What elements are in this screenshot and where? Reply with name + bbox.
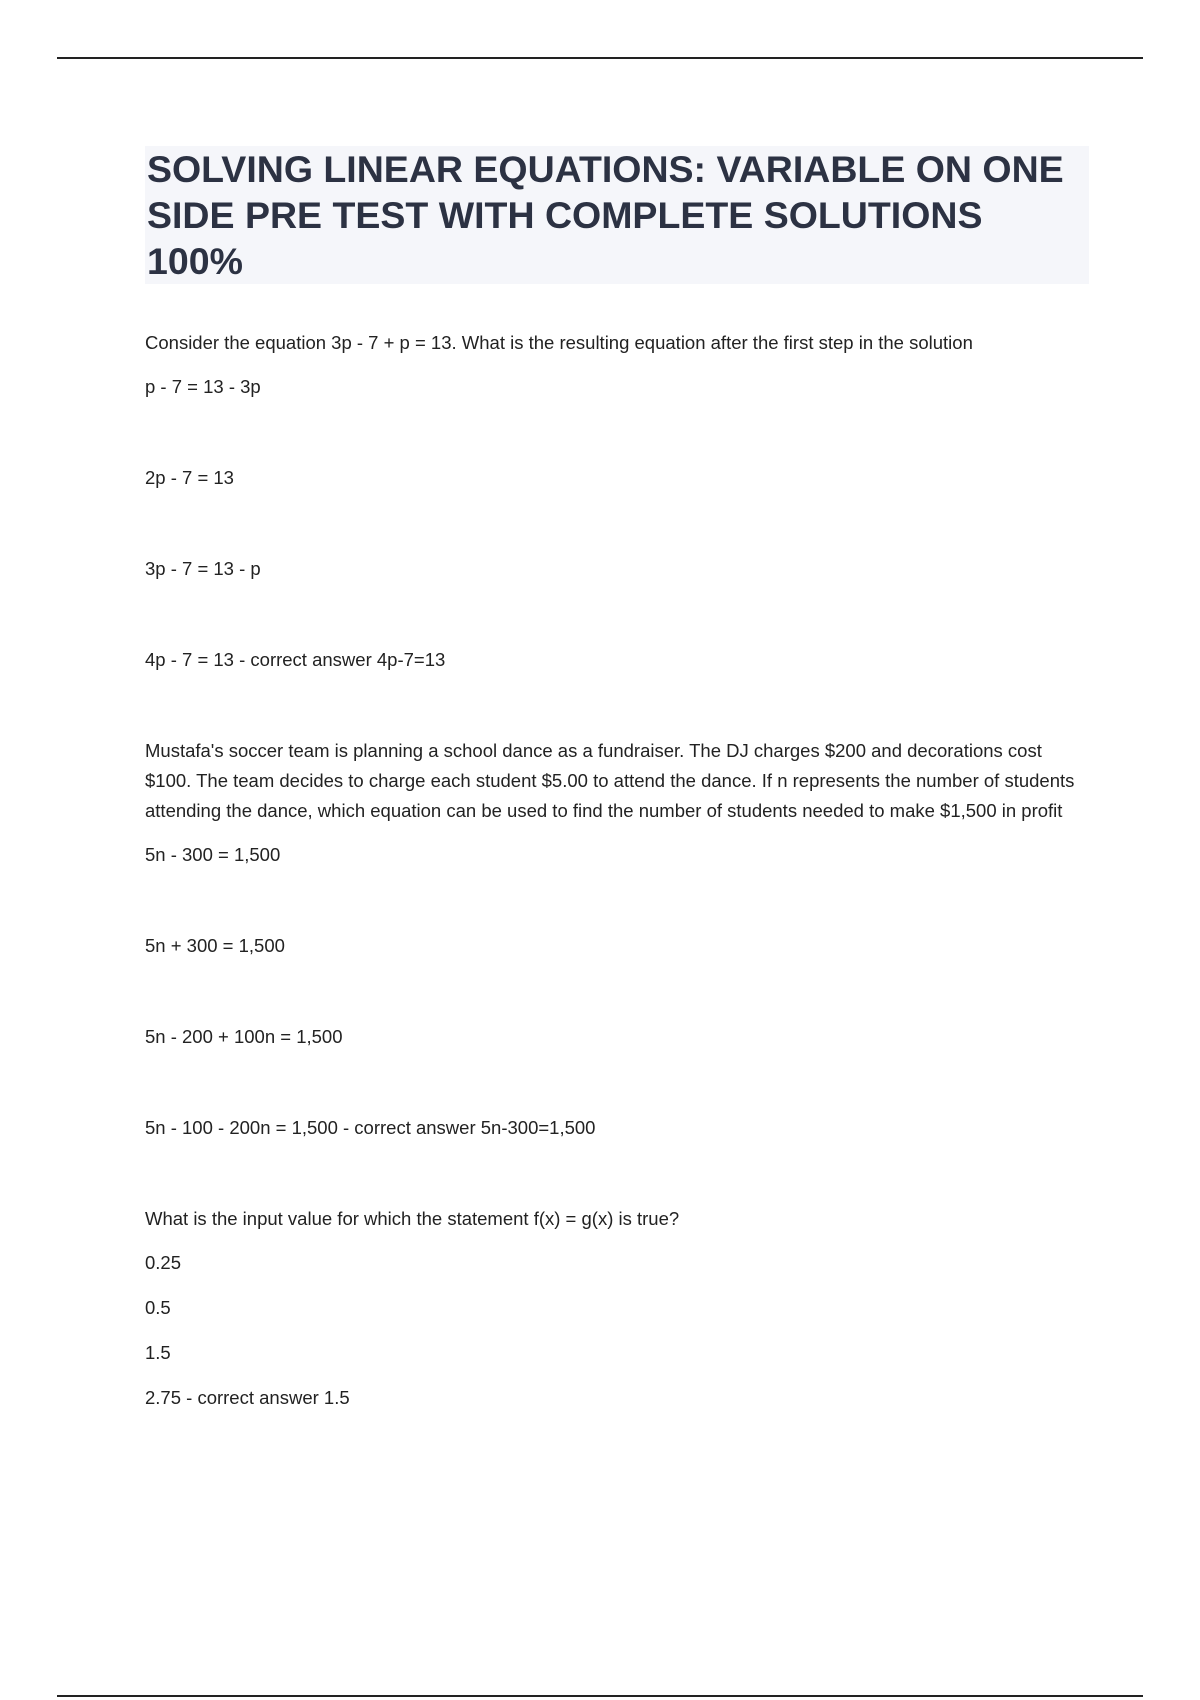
- bottom-rule: [57, 1695, 1143, 1697]
- answer-option: 1.5: [145, 1342, 171, 1363]
- title-banner: [145, 146, 1089, 284]
- answer-option: 5n - 200 + 100n = 1,500: [145, 1026, 343, 1047]
- top-rule: [57, 57, 1143, 59]
- answer-option: 5n + 300 = 1,500: [145, 935, 285, 956]
- document-body: [145, 328, 1089, 1428]
- answer-option: 2p - 7 = 13: [145, 467, 234, 488]
- answer-option: p - 7 = 13 - 3p: [145, 376, 261, 397]
- answer-option: 3p - 7 = 13 - p: [145, 558, 261, 579]
- answer-option: 0.5: [145, 1297, 171, 1318]
- question-text: Mustafa's soccer team is planning a school dance as a fundraiser. The DJ charges $200 and decorations cost $100. The team decides to charge each student $5.00 to attend the dance. If n represents the number of students attending the dance, which equation can be used to find the number of students needed to make $1,500 in profit: [145, 740, 1075, 821]
- question-text: What is the input value for which the statement f(x) = g(x) is true?: [145, 1208, 680, 1229]
- document-title: SOLVING LINEAR EQUATIONS: VARIABLE ON ONE SIDE PRE TEST WITH COMPLETE SOLUTIONS 100%: [147, 148, 1064, 282]
- question-2: [145, 736, 1089, 1143]
- answer-option-with-solution: 4p - 7 = 13 - correct answer 4p-7=13: [145, 649, 446, 670]
- question-3: [145, 1204, 1089, 1413]
- question-1: [145, 328, 1089, 675]
- answer-option: 0.25: [145, 1252, 182, 1273]
- answer-option: 5n - 300 = 1,500: [145, 844, 281, 865]
- answer-option-with-solution: 5n - 100 - 200n = 1,500 - correct answer 5n-300=1,500: [145, 1117, 596, 1138]
- answer-option-with-solution: 2.75 - correct answer 1.5: [145, 1387, 350, 1408]
- question-text: Consider the equation 3p - 7 + p = 13. What is the resulting equation after the first step in the solution: [145, 332, 973, 353]
